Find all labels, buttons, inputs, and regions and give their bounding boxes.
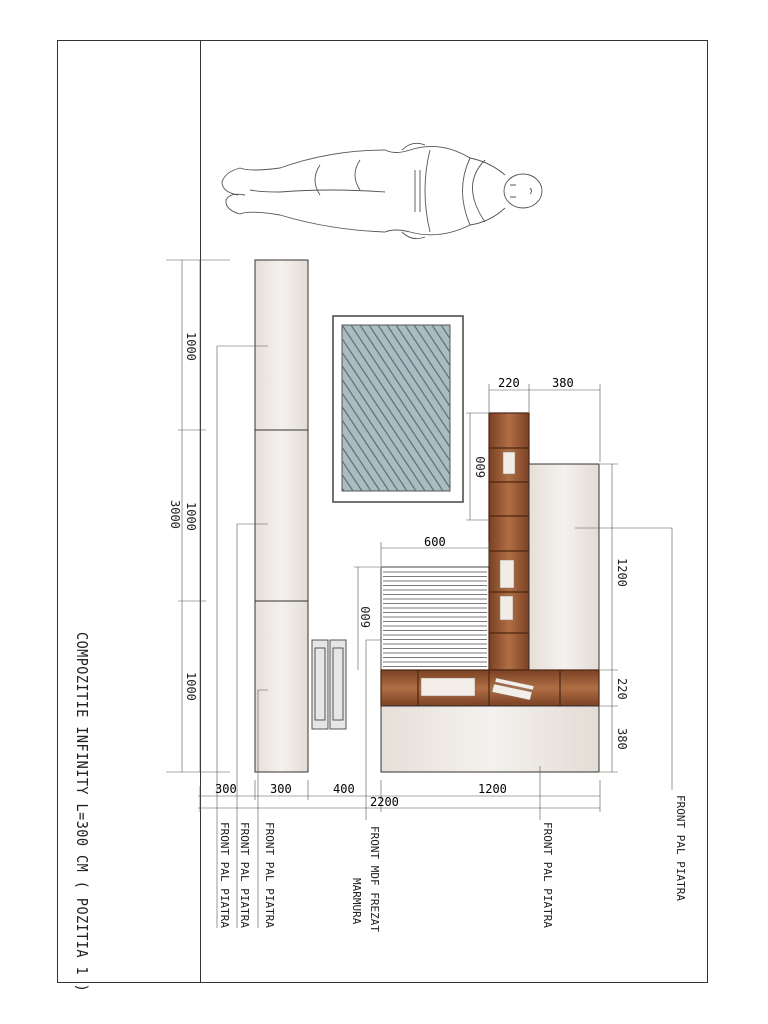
dim-right-220: 220 (615, 678, 629, 700)
mdf-striped-panel (381, 567, 489, 670)
panel-bottom (255, 601, 308, 772)
drawing-title: COMPOZITIE INFINITY L=300 CM ( POZITIA 1 ) (73, 632, 91, 993)
panel-top (255, 260, 308, 430)
bottom-wide-panel (381, 706, 599, 772)
dim-bottom-300-a: 300 (215, 782, 237, 796)
panel-middle (255, 430, 308, 601)
dim-right-1200: 1200 (615, 558, 629, 587)
dim-total-height: 3000 (168, 500, 182, 529)
label-front-mdf-line2: MARMURA (350, 878, 363, 925)
dim-shelf-height-600: 600 (474, 456, 488, 478)
label-front-pal-piatra-5: FRONT PAL PIATRA (674, 795, 687, 901)
dim-panel-2: 1000 (184, 502, 198, 531)
human-scale-figure (222, 143, 542, 238)
label-front-pal-piatra-2: FRONT PAL PIATRA (238, 822, 251, 928)
radiator (312, 640, 346, 729)
tall-panel-column (255, 260, 308, 772)
label-front-pal-piatra-3: FRONT PAL PIATRA (263, 822, 276, 928)
label-front-pal-piatra-4: FRONT PAL PIATRA (541, 822, 554, 928)
dim-stripe-height-600: 600 (359, 606, 373, 628)
dim-bottom-400: 400 (333, 782, 355, 796)
dim-bottom-2200: 2200 (370, 795, 399, 809)
dim-panel-3: 1000 (184, 672, 198, 701)
dim-bottom-1200: 1200 (478, 782, 507, 796)
dim-bottom-300-b: 300 (270, 782, 292, 796)
right-upper-panel (529, 464, 599, 670)
dim-shelf-380-top: 380 (552, 376, 574, 390)
dim-right-380: 380 (615, 728, 629, 750)
dim-panel-1: 1000 (184, 332, 198, 361)
dim-stripe-width-600: 600 (424, 535, 446, 549)
label-front-mdf-line1: FRONT MDF FREZAT (368, 826, 381, 932)
dim-shelf-220-top: 220 (498, 376, 520, 390)
vertical-bookshelf (489, 413, 529, 670)
horizontal-bookshelf (381, 670, 599, 706)
label-front-pal-piatra-1: FRONT PAL PIATRA (218, 822, 231, 928)
